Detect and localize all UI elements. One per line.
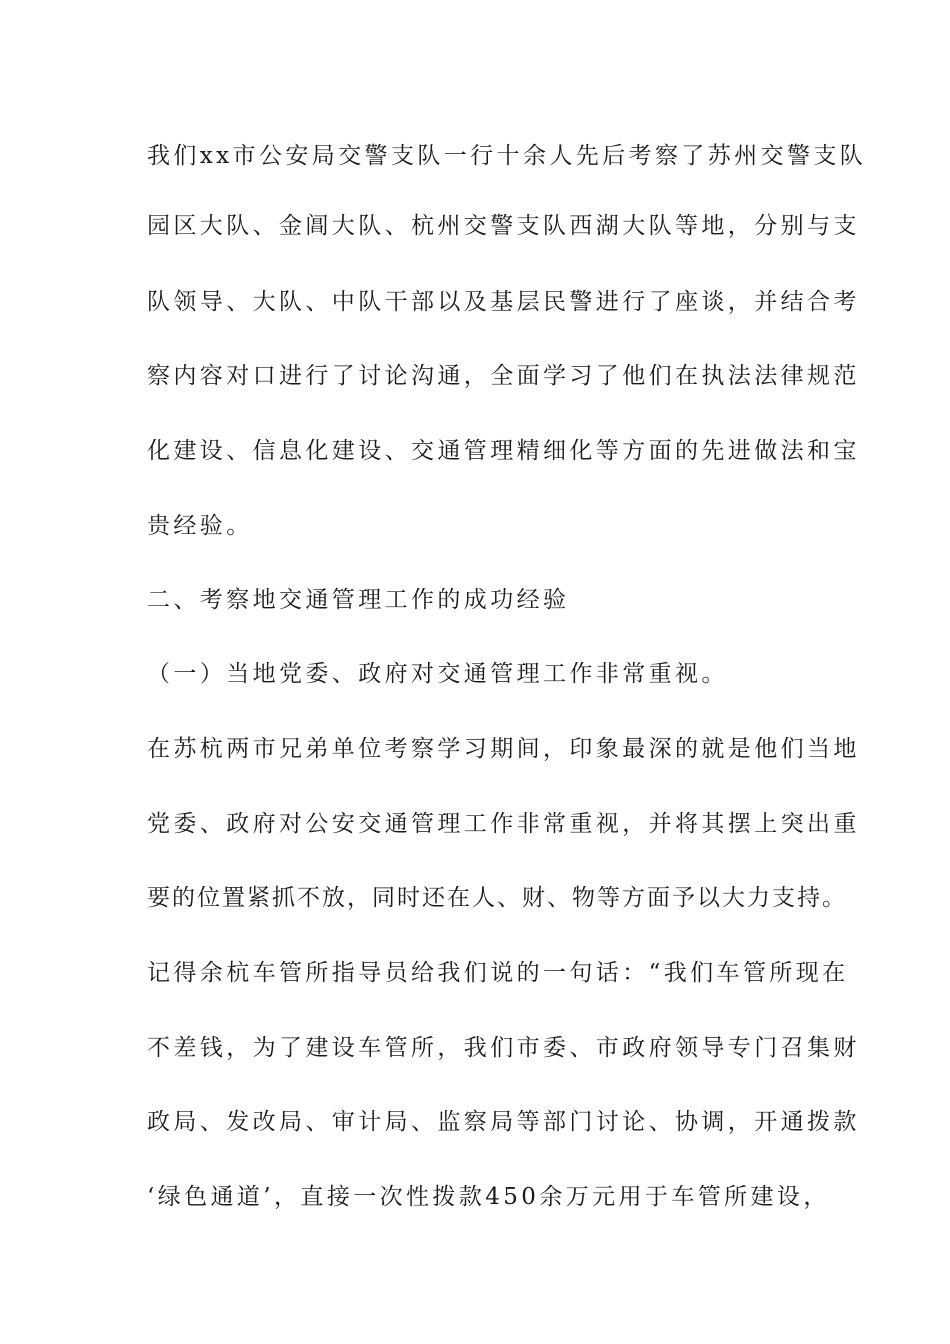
paragraph-line: 政局、发改局、审计局、监察局等部门讨论、协调，开通拨款 — [147, 1109, 860, 1135]
section-heading: 二、考察地交通管理工作的成功经验 — [147, 587, 570, 613]
paragraph-line: 记得余杭车管所指导员给我们说的一句话：“我们车管所现在 — [147, 960, 849, 986]
paragraph-line: 要的位置紧抓不放，同时还在人、财、物等方面予以大力支持。 — [147, 885, 847, 911]
paragraph-line: 在苏杭两市兄弟单位考察学习期间，印象最深的就是他们当地 — [147, 736, 860, 762]
subsection-heading: （一）当地党委、政府对交通管理工作非常重视。 — [147, 661, 728, 687]
paragraph-line: 党委、政府对公安交通管理工作非常重视，并将其摆上突出重 — [147, 811, 860, 837]
paragraph-line: 化建设、信息化建设、交通管理精细化等方面的先进做法和宝 — [147, 438, 860, 464]
paragraph-line: 我们xx市公安局交警支队一行十余人先后考察了苏州交警支队 — [147, 143, 867, 169]
paragraph-line: ‘绿色通道’，直接一次性拨款450余万元用于车管所建设， — [147, 1184, 830, 1210]
paragraph-line: 队领导、大队、中队干部以及基层民警进行了座谈，并结合考 — [147, 289, 860, 315]
paragraph-line: 不差钱，为了建设车管所，我们市委、市政府领导专门召集财 — [147, 1035, 860, 1061]
paragraph-line: 贵经验。 — [147, 513, 253, 539]
paragraph-line: 察内容对口进行了讨论沟通，全面学习了他们在执法法律规范 — [147, 363, 860, 389]
paragraph-line: 园区大队、金阊大队、杭州交警支队西湖大队等地，分别与支 — [147, 213, 860, 239]
